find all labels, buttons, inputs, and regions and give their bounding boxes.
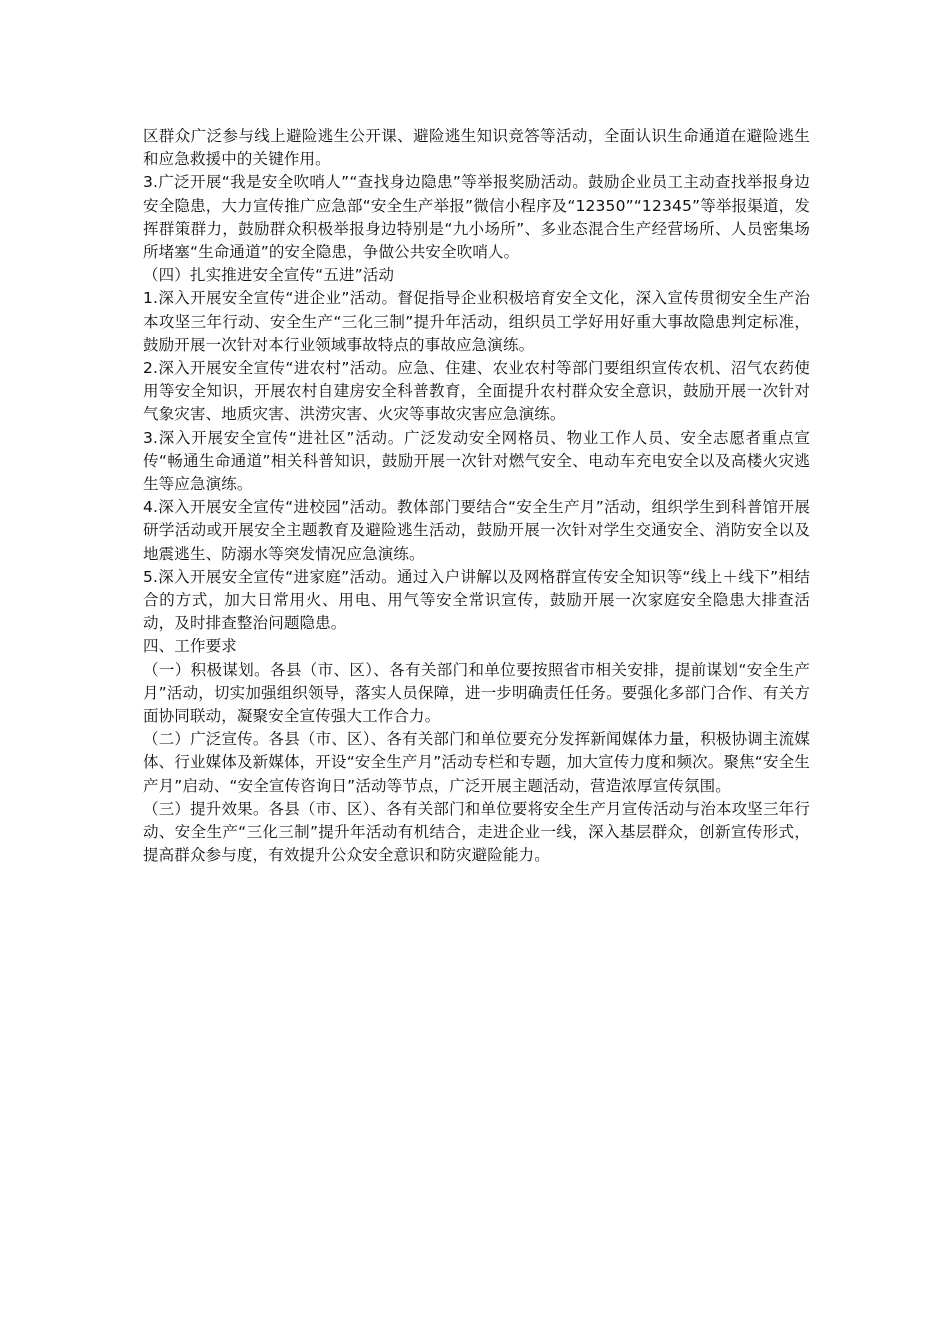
paragraph-requirement-3-effect: （三）提升效果。各县（市、区）、各有关部门和单位要将安全生产月宣传活动与治本攻坚三年行动、安全生产“三化三制”提升年活动有机结合，走进企业一线，深入基层群众，创新宣传形式，提高群众参与度，有效提升公众安全意识和防灾避险能力。 (143, 799, 810, 865)
paragraph-item-3-whistleblower: 3.广泛开展“我是安全吹哨人”“查找身边隐患”等举报奖励活动。鼓励企业员工主动查找举报身边安全隐患，大力宣传推广应急部“安全生产举报”微信小程序及“12350”“12345”等举报渠道，发挥群策群力，鼓励群众积极举报身边特别是“九小场所”、多业态混合生产经营场所、人员密集场所堵塞“生命通道”的安全隐患，争做公共安全吹哨人。 (143, 173, 810, 262)
paragraph-requirement-1-planning: （一）积极谋划。各县（市、区）、各有关部门和单位要按照省市相关安排，提前谋划“安全生产月”活动，切实加强组织领导，落实人员保障，进一步明确责任任务。要强化多部门合作、有关方面协同联动，凝聚安全宣传强大工作合力。 (143, 660, 810, 726)
paragraph-item-2-village: 2.深入开展安全宣传“进农村”活动。应急、住建、农业农村等部门要组织宣传农机、沼气农药使用等安全知识，开展农村自建房安全科普教育，全面提升农村群众安全意识，鼓励开展一次针对气象灾害、地质灾害、洪涝灾害、火灾等事故灾害应急演练。 (143, 359, 810, 424)
paragraph-item-3-community: 3.深入开展安全宣传“进社区”活动。广泛发动安全网格员、物业工作人员、安全志愿者重点宣传“畅通生命通道”相关科普知识，鼓励开展一次针对燃气安全、电动车充电安全以及高楼火灾逃生等应急演练。 (143, 428, 810, 494)
paragraph-item-1-enterprise: 1.深入开展安全宣传“进企业”活动。督促指导企业积极培育安全文化，深入宣传贯彻安全生产治本攻坚三年行动、安全生产“三化三制”提升年活动，组织员工学好用好重大事故隐患判定标准，鼓励开展一次针对本行业领域事故特点的事故应急演练。 (143, 289, 810, 354)
document-page (143, 125, 810, 868)
section-heading-five-entries: （四）扎实推进安全宣传“五进”活动 (143, 266, 395, 285)
paragraph-intro-continuation: 区群众广泛参与线上避险逃生公开课、避险逃生知识竞答等活动，全面认识生命通道在避险逃生和应急救援中的关键作用。 (143, 127, 810, 169)
section-heading-work-requirements: 四、工作要求 (143, 637, 237, 656)
paragraph-item-4-campus: 4.深入开展安全宣传“进校园”活动。教体部门要结合“安全生产月”活动，组织学生到科普馆开展研学活动或开展安全主题教育及避险逃生活动，鼓励开展一次针对学生交通安全、消防安全以及地震逃生、防溺水等突发情况应急演练。 (143, 498, 810, 563)
paragraph-item-5-family: 5.深入开展安全宣传“进家庭”活动。通过入户讲解以及网格群宣传安全知识等“线上＋线下”相结合的方式，加大日常用火、用电、用气等安全常识宣传，鼓励开展一次家庭安全隐患大排查活动，及时排查整治问题隐患。 (143, 567, 810, 633)
paragraph-requirement-2-publicity: （二）广泛宣传。各县（市、区）、各有关部门和单位要充分发挥新闻媒体力量，积极协调主流媒体、行业媒体及新媒体，开设“安全生产月”活动专栏和专题，加大宣传力度和频次。聚焦“安全生产月”启动、“安全宣传咨询日”活动等节点，广泛开展主题活动，营造浓厚宣传氛围。 (143, 730, 810, 795)
